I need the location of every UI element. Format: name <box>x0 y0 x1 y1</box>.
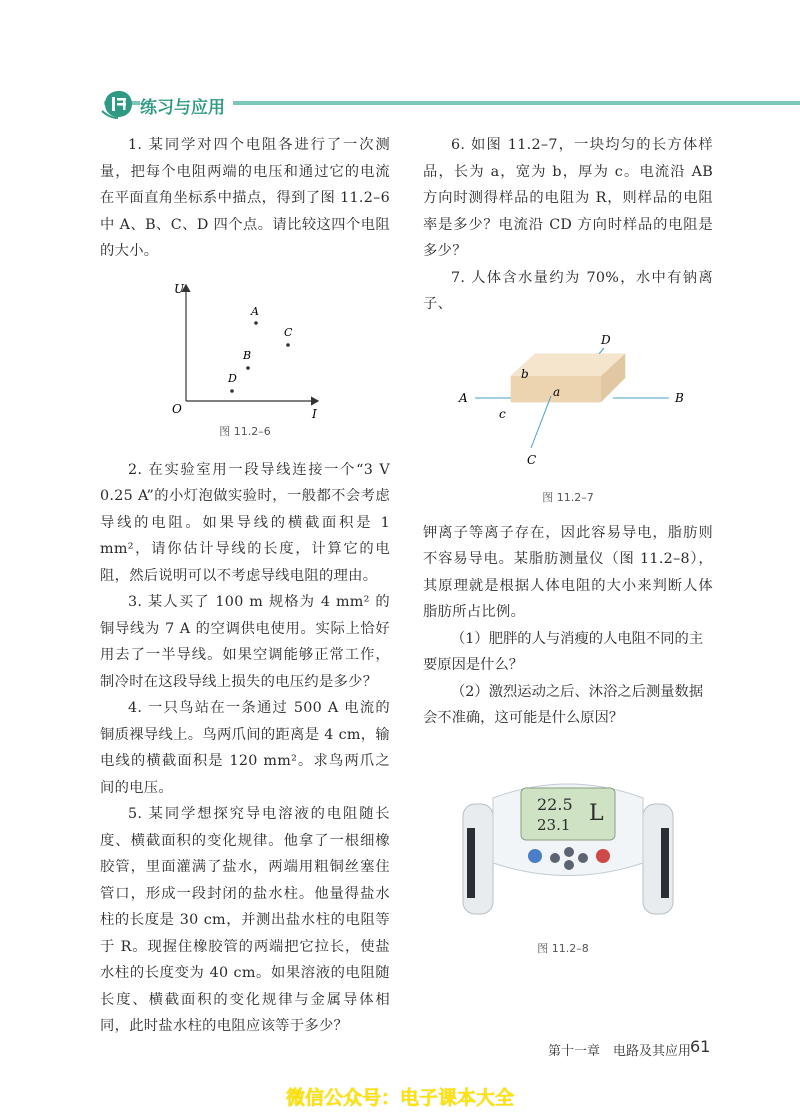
question-3: 3. 某人买了 100 m 规格为 4 mm² 的铜导线为 7 A 的空调供电使用。实际上恰好用去了一半导线。如果空调能够正常工作，制冷时在这段导线上损失的电压约是多少？ <box>100 594 390 690</box>
blue-button <box>528 849 542 863</box>
right-electrode <box>661 828 669 898</box>
line-c <box>531 396 551 448</box>
label-length-a: a <box>553 384 561 399</box>
exercise-icon <box>100 89 134 119</box>
question-7-part-2: （2）激烈运动之后、沐浴之后测量数据会不准确，这可能是什么原因？ <box>423 683 704 726</box>
point-c <box>286 343 290 347</box>
left-column <box>100 132 390 1040</box>
question-2: 2. 在实验室用一段导线连接一个“3 V 0.25 A”的小灯泡做实验时，一般都不会考虑导线的电阻。如果导线的横截面积是 1 mm²，请你估计导线的长度，计算它的电阻，然后说明可以不考虑导线电阻的理由。 <box>100 461 390 584</box>
point-b <box>246 366 250 370</box>
lcd-bottom-value: 23.1 <box>537 815 571 834</box>
figure-11-2-8 <box>423 768 713 968</box>
figure-7-caption: 图 11.2–7 <box>542 490 594 504</box>
lcd-top-value: 22.5 <box>537 794 573 814</box>
label-a-end: A <box>459 390 468 405</box>
point-b-label: B <box>243 348 252 362</box>
page-number: 61 <box>690 1037 711 1056</box>
label-c-end: C <box>527 452 537 467</box>
label-thickness-c: c <box>499 406 506 421</box>
question-7-body: 钾离子等离子存在，因此容易导电，脂肪则不容易导电。某脂肪测量仪（图 11.2–8），其原理就是根据人体电阻的大小来判断人体脂肪所占比例。 <box>423 524 713 620</box>
point-a-label: A <box>251 304 259 318</box>
right-nav-button <box>578 853 588 863</box>
left-nav-button <box>550 853 560 863</box>
question-6: 6. 如图 11.2–7，一块均匀的长方体样品，长为 a，宽为 b，厚为 c。电流沿 AB 方向时测得样品的电阻为 R，则样品的电阻率是多少？电流沿 CD 方向时样品的电阻是多少？ <box>423 137 713 259</box>
point-d-label: D <box>228 371 237 385</box>
question-7-intro: 7. 人体含水量约为 70%，水中有钠离子、 <box>423 269 713 312</box>
label-b-end: B <box>675 390 684 405</box>
down-nav-button <box>564 860 574 870</box>
label-d-end: D <box>601 332 611 347</box>
watermark-text: 微信公众号：电子课本大全 <box>285 1087 514 1109</box>
block-diagram <box>423 318 713 483</box>
section-title: 练习与应用 <box>140 93 233 118</box>
body-fat-monitor-image <box>423 768 713 928</box>
point-a <box>254 321 258 325</box>
label-width-b: b <box>521 366 529 381</box>
left-electrode <box>467 828 475 898</box>
question-4: 4. 一只鸟站在一条通过 500 A 电流的铜质裸导线上。鸟两爪间的距离是 4 cm，输电线的横截面积是 120 mm²。求鸟两爪之间的电压。 <box>100 700 390 796</box>
point-d <box>230 389 234 393</box>
figure-8-caption: 图 11.2–8 <box>537 941 589 955</box>
figure-6-caption: 图 11.2–6 <box>219 424 271 438</box>
right-column <box>423 132 713 968</box>
up-nav-button <box>564 847 574 857</box>
figure-11-2-6 <box>100 273 390 443</box>
figure-11-2-7 <box>423 318 713 508</box>
question-5: 5. 某同学想探究导电溶液的电阻随长度、横截面积的变化规律。他拿了一根细橡胶管，里面灌满了盐水，两端用粗铜丝塞住管口，形成一段封闭的盐水柱。他量得盐水柱的长度是 30 cm，并测出盐水柱的电阻等于 R。现握住橡胶管的两端把它拉长，使盐水柱的长度变为 40 cm。如果溶液的电阻随长度、横截面积的变化规律与金属导体相同，此时盐水柱的电阻应该等于多少？ <box>100 806 390 1034</box>
point-c-label: C <box>284 325 293 339</box>
chapter-footer: 第十一章 电路及其应用 <box>548 1044 692 1059</box>
question-1: 1. 某同学对四个电阻各进行了一次测量，把每个电阻两端的电压和通过它的电流在平面直角坐标系中描点，得到了图 11.2–6 中 A、B、C、D 四个点。请比较这四个电阻的大小。 <box>100 137 390 259</box>
question-7-part-1: （1）肥胖的人与消瘦的人电阻不同的主要原因是什么？ <box>423 630 704 673</box>
lcd-right-value: L <box>589 800 604 826</box>
x-axis-label: I <box>312 406 317 421</box>
ui-graph <box>100 273 390 423</box>
red-button <box>596 849 610 863</box>
y-axis-label: U <box>174 281 185 296</box>
origin-label: O <box>172 401 182 416</box>
